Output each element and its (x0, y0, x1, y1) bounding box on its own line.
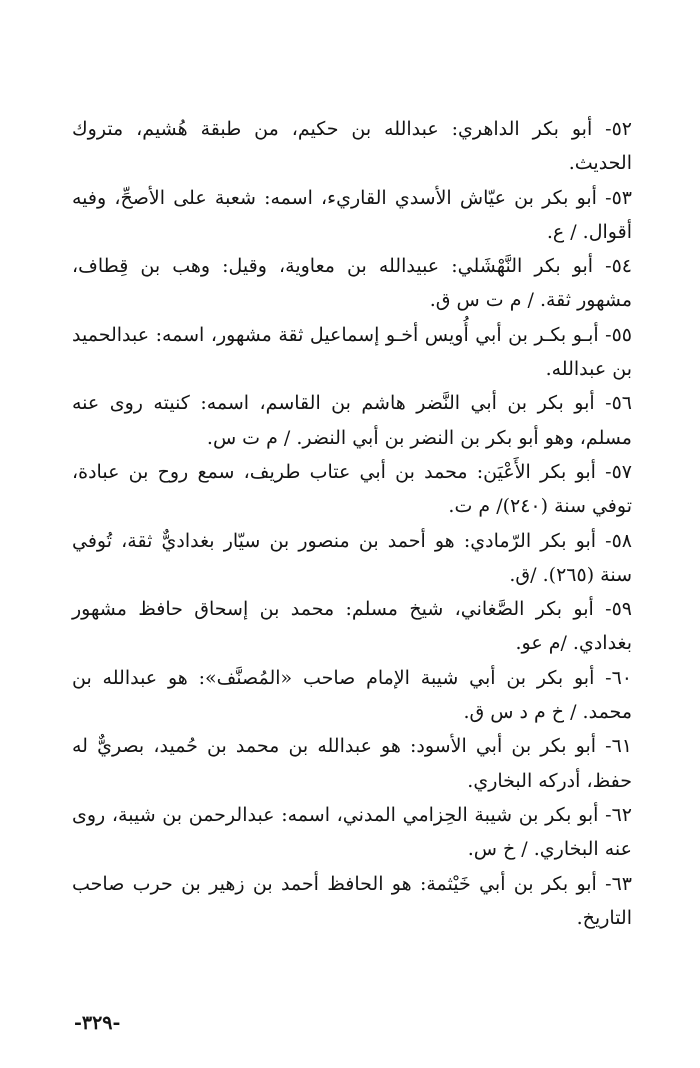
entry-62: ٦٢- أبو بكر بن شيبة الحِزامي المدني، اسمه: عبدالرحمن بن شيبة، روى عنه البخاري. / خ س. (72, 803, 632, 861)
entry-58: ٥٨- أبو بكر الرّمادي: هو أحمد بن منصور بن سيّار بغداديٌّ ثقة، تُوفي سنة (٢٦٥). /ق. (72, 529, 632, 586)
entry-60: ٦٠- أبو بكر بن أبي شيبة الإمام صاحب «المُصنَّف»: هو عبدالله بن محمد. / خ م د س ق. (72, 666, 632, 724)
entry-56: ٥٦- أبو بكر بن أبي النَّضر هاشم بن القاسم، اسمه: كنيته روى عنه مسلم، وهو أبو بكر بن النضر بن أبي النضر. / م ت س. (72, 392, 632, 449)
entry-52: ٥٢- أبو بكر الداهري: عبدالله بن حكيم، من طبقة هُشيم، متروك الحديث. (72, 118, 632, 175)
entry-54: ٥٤- أبو بكر النَّهْشَلي: عبيدالله بن معاوية، وقيل: وهب بن قِطاف، مشهور ثقة. / م ت س ق. (72, 255, 632, 312)
entry-55: ٥٥- أبـو بكـر بن أبي أُويس أخـو إسماعيل ثقة مشهور، اسمه: عبدالحميد بن عبدالله. (72, 323, 632, 381)
page-number: -٣٢٩- (74, 1012, 121, 1034)
entry-57: ٥٧- أبو بكر الأَعْيَن: محمد بن أبي عتاب طريف، سمع روح بن عبادة، توفي سنة (٢٤٠)/ م ت. (72, 460, 632, 518)
entry-53: ٥٣- أبو بكر بن عيّاش الأسدي القاريء، اسمه: شعبة على الأصحِّ، وفيه أقوال. / ع. (72, 186, 632, 243)
entries-text-block (72, 112, 632, 935)
entry-61: ٦١- أبو بكر بن أبي الأسود: هو عبدالله بن محمد بن حُميد، بصريٌّ له حفظ، أدركه البخاري. (72, 735, 632, 792)
entry-59: ٥٩- أبو بكر الصَّغاني، شيخ مسلم: محمد بن إسحاق حافظ مشهور بغدادي. /م عو. (72, 598, 632, 655)
entry-63: ٦٣- أبو بكر بن أبي خَيْثمة: هو الحافظ أحمد بن زهير بن حرب صاحب التاريخ. (72, 872, 632, 929)
